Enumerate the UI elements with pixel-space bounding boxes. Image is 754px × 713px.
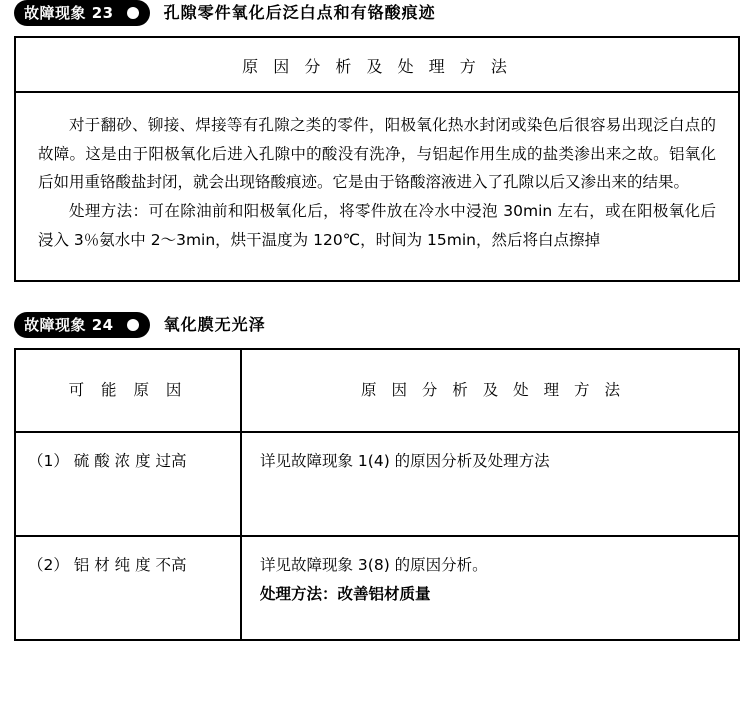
box-body-23 [16, 93, 738, 280]
cell-analysis-1 [241, 432, 739, 536]
section-header-24 [14, 312, 740, 338]
section-title-24: 氧化膜无光泽 [163, 315, 266, 335]
fault-tag-23: 故障现象 23 [14, 0, 124, 26]
tag-cap-icon [124, 312, 150, 338]
paragraph-cause-analysis: 对于翻砂、铆接、焊接等有孔隙之类的零件，阳极氧化热水封闭或染色后很容易出现泛白点的故障。这是由于阳极氧化后进入孔隙中的酸没有洗净，与铝起作用生成的盐类渗出来之故。铝氧化后如用重铬酸盐封闭，就会出现铬酸痕迹。它是由于铬酸溶液进入了孔隙以后又渗出来的结果。 [38, 116, 716, 192]
analysis-text: 详见故障现象 3(8) 的原因分析。 [260, 556, 488, 575]
paragraph-treatment-method: 处理方法：可在除油前和阳极氧化后，将零件放在冷水中浸泡 30min 左右，或在阳极氧化后浸入 3％氨水中 2～3min，烘干温度为 120℃，时间为 15min，然后将白点擦掉 [38, 202, 716, 249]
table-row [15, 536, 739, 640]
column-header-cause: 可 能 原 因 [68, 381, 188, 400]
treatment-text: 处理方法：改善铝材质量 [260, 584, 431, 603]
analysis-text: 详见故障现象 1(4) 的原因分析及处理方法 [260, 452, 550, 471]
cell-cause-2: （2） 铝 材 纯 度 不高 [15, 536, 241, 640]
section-spacer [0, 282, 754, 312]
section-header-23 [14, 0, 740, 26]
box-title-23: 原 因 分 析 及 处 理 方 法 [16, 38, 738, 93]
tag-cap-icon [124, 0, 150, 26]
cell-analysis-2 [241, 536, 739, 640]
fault-box-23 [14, 36, 740, 282]
section-title-23: 孔隙零件氧化后泛白点和有铬酸痕迹 [163, 3, 436, 22]
cell-cause-1: （1） 硫 酸 浓 度 过高 [15, 432, 241, 536]
table-header-row [15, 349, 739, 432]
fault-table-24 [14, 348, 740, 641]
column-header-analysis: 原 因 分 析 及 处 理 方 法 [361, 381, 625, 400]
fault-tag-24: 故障现象 24 [14, 312, 124, 338]
table-row [15, 432, 739, 536]
